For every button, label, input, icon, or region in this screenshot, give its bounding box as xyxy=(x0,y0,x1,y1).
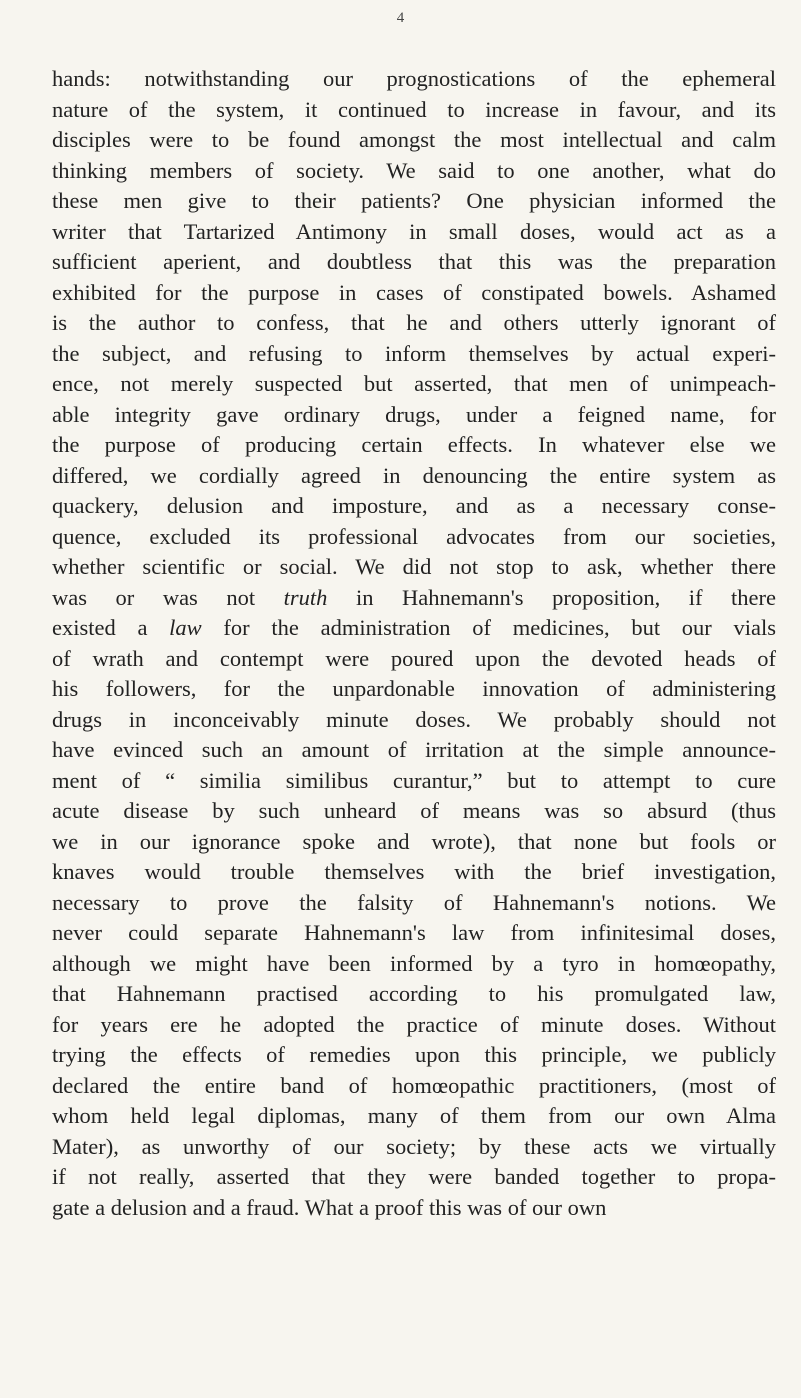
text-line xyxy=(52,613,776,644)
italic-text: truth xyxy=(283,584,328,610)
page-number: 4 xyxy=(396,10,405,26)
line-text: in Hahnemann's proposition, if there xyxy=(327,584,776,610)
text-line xyxy=(52,857,776,888)
line-text: writer that Tartarized Antimony in small doses, would act as a xyxy=(52,218,776,244)
line-text: drugs in inconceivably minute doses. We probably should not xyxy=(52,706,776,732)
line-text: existed a xyxy=(52,615,170,640)
line-text: knaves would trouble themselves with the brief investigation, xyxy=(52,859,776,884)
line-text: is the author to confess, that he and others utterly ignorant of xyxy=(52,310,776,335)
text-line xyxy=(52,491,776,522)
line-text: the purpose of producing certain effects. In whatever else we xyxy=(52,432,776,457)
line-text: quackery, delusion and imposture, and as a necessary conse- xyxy=(52,493,776,518)
line-text: differed, we cordially agreed in denouncing the entire system as xyxy=(52,462,776,488)
line-text: gate a delusion and a fraud. What a proof this was of our own xyxy=(52,1194,607,1220)
text-line xyxy=(52,888,776,919)
text-line xyxy=(52,400,776,431)
text-line xyxy=(52,583,776,614)
line-text: sufficient aperient, and doubtless that this was the preparation xyxy=(52,249,776,274)
text-line xyxy=(52,1101,776,1132)
line-text: although we might have been informed by a tyro in homœopathy, xyxy=(52,950,776,976)
line-text: never could separate Hahnemann's law from infinitesimal doses, xyxy=(52,920,776,945)
line-text: whom held legal diplomas, many of them from our own Alma xyxy=(52,1103,776,1128)
text-line xyxy=(52,156,776,187)
line-text: whether scientific or social. We did not stop to ask, whether there xyxy=(52,554,776,579)
text-line xyxy=(52,369,776,400)
line-text: acute disease by such unheard of means was so absurd (thus xyxy=(52,798,776,823)
text-line xyxy=(52,64,776,95)
line-text: of wrath and contempt were poured upon the devoted heads of xyxy=(52,645,776,671)
text-line xyxy=(52,644,776,675)
text-line xyxy=(52,308,776,339)
line-text: have evinced such an amount of irritation at the simple announce- xyxy=(52,737,776,762)
line-text: necessary to prove the falsity of Hahnemann's notions. We xyxy=(52,889,776,915)
text-line xyxy=(52,827,776,858)
text-line xyxy=(52,705,776,736)
text-line xyxy=(52,735,776,766)
text-line xyxy=(52,1162,776,1193)
text-line xyxy=(52,918,776,949)
line-text: ence, not merely suspected but asserted, that men of unimpeach- xyxy=(52,371,776,396)
text-line xyxy=(52,461,776,492)
line-text: able integrity gave ordinary drugs, under a feigned name, for xyxy=(52,401,776,427)
text-line xyxy=(52,339,776,370)
line-text: thinking members of society. We said to one another, what do xyxy=(52,157,776,183)
line-text: trying the effects of remedies upon this principle, we publicly xyxy=(52,1042,776,1067)
line-text: Mater), as unworthy of our society; by these acts we virtually xyxy=(52,1133,776,1159)
text-line xyxy=(52,1193,776,1224)
line-text: nature of the system, it continued to increase in favour, and its xyxy=(52,96,776,122)
line-text: quence, excluded its professional advocates from our societies, xyxy=(52,523,776,549)
italic-text: law xyxy=(169,615,202,640)
text-line xyxy=(52,1132,776,1163)
line-text: the subject, and refusing to inform themselves by actual experi- xyxy=(52,340,776,366)
line-text: hands: notwithstanding our prognostications of the ephemeral xyxy=(52,66,776,91)
line-text: disciples were to be found amongst the most intellectual and calm xyxy=(52,127,776,152)
line-text: for years ere he adopted the practice of minute doses. Without xyxy=(52,1011,776,1037)
line-text: for the administration of medicines, but our vials xyxy=(201,615,776,640)
line-text: declared the entire band of homœopathic practitioners, (most of xyxy=(52,1072,776,1098)
line-text: we in our ignorance spoke and wrote), that none but fools or xyxy=(52,828,776,854)
line-text: his followers, for the unpardonable innovation of administering xyxy=(52,676,776,701)
text-line xyxy=(52,949,776,980)
line-text: if not really, asserted that they were banded together to propa- xyxy=(52,1164,776,1189)
line-text: ment of “ similia similibus curantur,” but to attempt to cure xyxy=(52,767,776,793)
text-line xyxy=(52,247,776,278)
text-line xyxy=(52,430,776,461)
line-text: exhibited for the purpose in cases of constipated bowels. Ashamed xyxy=(52,279,776,305)
text-line xyxy=(52,217,776,248)
text-line xyxy=(52,1071,776,1102)
text-line xyxy=(52,522,776,553)
text-line xyxy=(52,1040,776,1071)
line-text: that Hahnemann practised according to his promulgated law, xyxy=(52,981,776,1006)
text-line xyxy=(52,125,776,156)
text-line xyxy=(52,552,776,583)
line-text: these men give to their patients? One physician informed the xyxy=(52,188,776,213)
text-line xyxy=(52,278,776,309)
text-line xyxy=(52,979,776,1010)
text-line xyxy=(52,1010,776,1041)
text-line xyxy=(52,95,776,126)
text-line xyxy=(52,186,776,217)
body-text xyxy=(52,64,776,1223)
text-line xyxy=(52,766,776,797)
text-line xyxy=(52,674,776,705)
text-line xyxy=(52,796,776,827)
line-text: was or was not xyxy=(52,584,284,610)
